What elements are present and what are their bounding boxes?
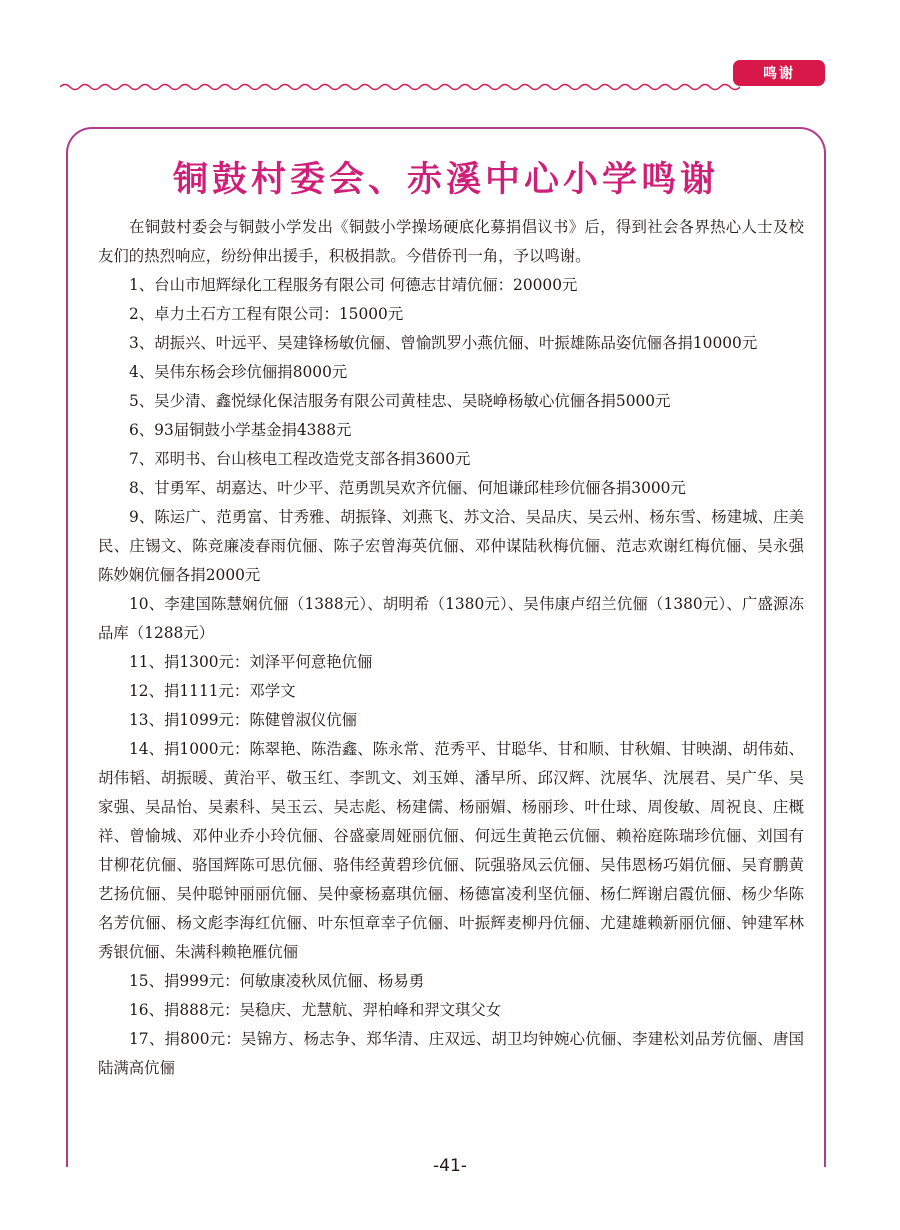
list-item: 1、台山市旭辉绿化工程服务有限公司 何德志甘靖伉俪：20000元 bbox=[129, 276, 578, 294]
page-number: -41- bbox=[433, 1156, 467, 1176]
decorative-wave-divider bbox=[60, 80, 740, 94]
list-item: 15、捐999元：何敏康凌秋凤伉俪、杨易勇 bbox=[129, 972, 425, 990]
list-item: 9、陈运广、范勇富、甘秀雅、胡振锋、刘燕飞、苏文洽、吴品庆、吴云州、杨东雪、杨建城、庄美民、庄锡文、陈竞廉凌春雨伉俪、陈子宏曾海英伉俪、邓仲谋陆秋梅伉俪、范志欢谢红梅伉俪、吴永强陈妙娴伉俪各捐2000元 bbox=[98, 508, 804, 584]
list-item: 6、93届铜鼓小学基金捐4388元 bbox=[129, 421, 352, 439]
list-item: 7、邓明书、台山核电工程改造党支部各捐3600元 bbox=[129, 450, 471, 468]
list-item: 13、捐1099元：陈健曾淑仪伉俪 bbox=[129, 711, 358, 729]
list-item: 16、捐888元：吴稳庆、尤慧航、羿柏峰和羿文琪父女 bbox=[129, 1001, 502, 1019]
list-item: 12、捐1111元：邓学文 bbox=[129, 682, 296, 700]
list-item: 3、胡振兴、叶远平、吴建锋杨敏伉俪、曾愉凯罗小燕伉俪、叶振雄陈品姿伉俪各捐10000元 bbox=[129, 334, 758, 352]
page-title: 铜鼓村委会、赤溪中心小学鸣谢 bbox=[172, 160, 719, 200]
list-item: 10、李建国陈慧娴伉俪（1388元）、胡明希（1380元）、吴伟康卢绍兰伉俪（1380元）、广盛源冻品库（1288元） bbox=[98, 595, 804, 642]
list-item: 14、捐1000元：陈翠艳、陈浩鑫、陈永常、范秀平、甘聪华、甘和顺、甘秋媚、甘映湖、胡伟茹、胡伟韬、胡振暖、黄治平、敬玉红、李凯文、刘玉婵、潘早所、邱汉辉、沈展华、沈展君、吴广华、吴家强、吴品怡、吴素科、吴玉云、吴志彪、杨建儒、杨丽媚、杨丽珍、叶仕球、周俊敏、周祝良、庄概祥、曾愉城、邓仲业乔小玲伉俪、谷盛豪周娅丽伉俪、何远生黄艳云伉俪、赖裕庭陈瑞珍伉俪、刘国有甘柳花伉俪、骆国辉陈可思伉俪、骆伟经黄碧珍伉俪、阮强骆凤云伉俪、吴伟恩杨巧娟伉俪、吴育鹏黄艺扬伉俪、吴仲聪钟丽丽伉俪、吴仲豪杨嘉琪伉俪、杨德富凌利坚伉俪、杨仁辉谢启霞伉俪、杨少华陈名芳伉俪、杨文彪李海红伉俪、叶东恒章幸子伉俪、叶振辉麦柳丹伉俪、尤建雄赖新丽伉俪、钟建军林秀银伉俪、朱满科赖艳雁伉俪 bbox=[98, 740, 804, 961]
intro-paragraph: 在铜鼓村委会与铜鼓小学发出《铜鼓小学操场硬底化募捐倡议书》后，得到社会各界热心人士及校友们的热烈响应，纷纷伸出援手，积极捐款。今借侨刊一角，予以鸣谢。 bbox=[98, 218, 804, 265]
article-body bbox=[98, 213, 804, 1083]
list-item: 4、吴伟东杨会珍伉俪捐8000元 bbox=[129, 363, 348, 381]
list-item: 5、吴少清、鑫悦绿化保洁服务有限公司黄桂忠、吴晓峥杨敏心伉俪各捐5000元 bbox=[129, 392, 671, 410]
list-item: 8、甘勇军、胡嘉达、叶少平、范勇凯吴欢齐伉俪、何旭谦邱桂珍伉俪各捐3000元 bbox=[129, 479, 686, 497]
section-tab: 鸣谢 bbox=[733, 60, 825, 86]
list-item: 11、捐1300元：刘泽平何意艳伉俪 bbox=[129, 653, 373, 671]
list-item: 17、捐800元：吴锦方、杨志争、郑华清、庄双远、胡卫均钟婉心伉俪、李建松刘品芳伉俪、唐国陆满高伉俪 bbox=[98, 1030, 804, 1077]
list-item: 2、卓力土石方工程有限公司：15000元 bbox=[129, 305, 404, 323]
